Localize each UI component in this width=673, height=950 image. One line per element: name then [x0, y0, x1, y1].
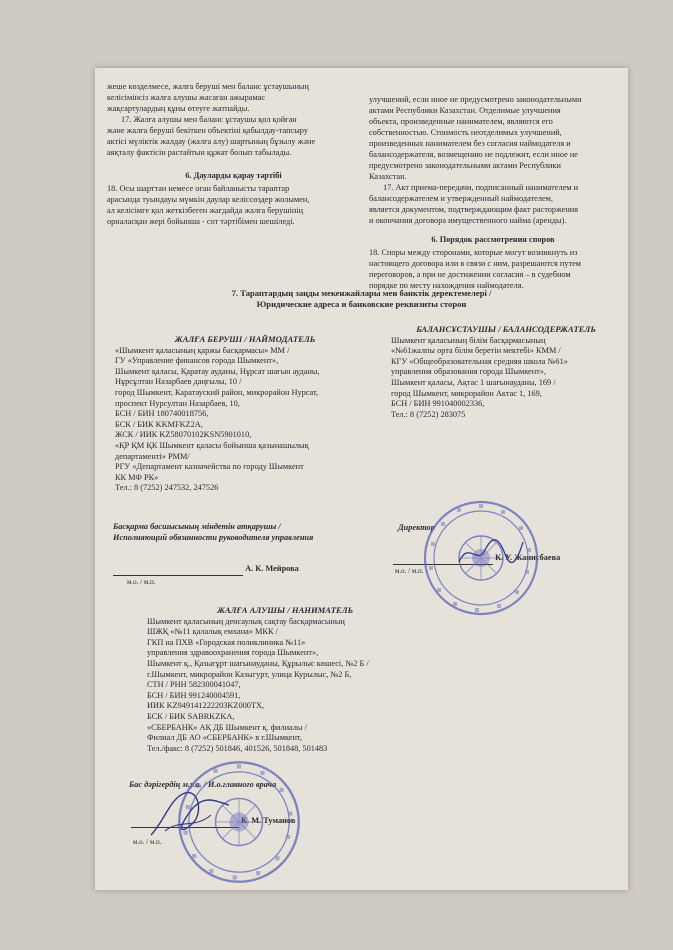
tenant-sig-title: Бас дәрігердің м.у.а. / И.о.главного врача	[129, 780, 277, 789]
tenant-signer: К. М. Туманов	[241, 816, 296, 825]
tenant-line: СТН / РНН 582300041047,	[147, 680, 241, 690]
lessor-sig-title-2: Исполняющий обязанности руководителя управления	[113, 532, 314, 542]
right-column	[369, 94, 617, 291]
tenant-signature-icon	[145, 783, 235, 843]
right-line: улучшений, если иное не предусмотрено законодательными	[369, 95, 582, 104]
left-line: аяқталу фактісін растайтын құжат болып табылады.	[107, 148, 292, 157]
tenant-line: Тел./факс: 8 (7252) 501846, 401526, 501848, 501483	[147, 743, 328, 753]
lessor-mp: м.о. / м.п.	[127, 578, 156, 586]
lessor-line: проспект Нурсултан Назарбаев, 10,	[115, 398, 240, 408]
lessor-line: Нұрсұлтан Назарбаев даңғылы, 10 /	[115, 377, 242, 387]
holder-mp: м.о. / м.п.	[395, 567, 424, 575]
right-line: является документом, подтверждающим факт расторжения	[369, 205, 579, 214]
left-line: келісімінсіз жалға алушы жасаған ажырамас	[107, 93, 266, 102]
section-7-heading	[95, 288, 628, 310]
right-line: балансодержателем и утвержденный наймодателем,	[369, 194, 554, 203]
document-page	[95, 68, 628, 890]
signature-underline	[113, 564, 243, 576]
right-line: собственностью. Стоимость неотделимых улучшений,	[369, 128, 562, 137]
lessor-line: «ҚР ҚМ ҚК Шымкент қаласы бойынша қазынашылық	[115, 440, 309, 450]
right-line: актами Республики Казахстан. Отделимые улучшения	[369, 106, 561, 115]
tenant-line: ШЖҚ «№11 қалалық емхана» МКК /	[147, 627, 278, 637]
holder-line: КГУ «Общеобразовательная средняя школа №61»	[391, 356, 568, 366]
tenant-line: Шымкент қ., Қазығұрт шағынауданы, Құрылыс көшесі, №2 Б /	[147, 658, 369, 668]
lessor-signer: А. К. Мейрова	[245, 564, 299, 573]
lessor-line: ЖСК / ИИК KZ58070102KSN5901010,	[115, 430, 252, 440]
left-para-18: арасында туындауы мүмкін даулар келіссөздер жолымен,	[107, 195, 310, 204]
tenant-mp: м.о. / м.п.	[133, 838, 162, 846]
holder-line: управления образования города Шымкент»,	[391, 367, 547, 377]
right-para-18: 18. Споры между сторонами, которые могут возникнуть из	[369, 248, 578, 257]
tenant-line: г.Шымкент, микрорайон Казыгурт, улица Курылыс, №2 Б,	[147, 669, 352, 679]
right-para-18: переговоров, а при не достижении согласия – в судебном	[369, 270, 571, 279]
lessor-line: «Шымкент қаласының қаржы басқармасы» ММ /	[115, 345, 290, 355]
right-line: 17. Акт приема-передачи, подписанный нанимателем и	[383, 183, 579, 192]
section-7-line-1: 7. Тараптардың заңды мекенжайлары мен банктік деректемелері /	[231, 288, 492, 298]
section-7-line-2: Юридические адреса и банковские реквизиты сторон	[256, 299, 467, 309]
lessor-block	[115, 334, 375, 494]
holder-line: «№61жалпы орта білім беретін мектебі» КММ /	[391, 346, 561, 356]
lessor-signature-line	[113, 564, 353, 576]
lessor-line: департаменті» РММ/	[115, 451, 190, 461]
tenant-line: ГКП на ПХВ «Городская поликлиника №11»	[147, 637, 306, 647]
tenant-line: ИИК KZ949141222203KZ000TX,	[147, 701, 265, 711]
lessor-line: КК МФ РК»	[115, 472, 159, 482]
tenant-line: Шымкент қаласының денсаулық сақтау басқармасының	[147, 616, 345, 626]
left-para-18: орналасқан жері бойынша - сот тәртібімен шешіледі.	[107, 217, 295, 226]
tenant-block	[147, 605, 467, 754]
holder-line: Шымкент қаласы, Ақтас 1 шағынауданы, 169 /	[391, 377, 556, 387]
holder-signer: К. У. Жанисбаева	[495, 553, 561, 562]
holder-block	[391, 324, 621, 420]
tenant-line: «СБЕРБАНК» АҚ ДБ Шымкент қ. филиалы /	[147, 722, 307, 732]
left-line: 17. Жалға алушы мен баланс ұстаушы қол қойған	[121, 115, 297, 124]
left-column	[107, 81, 360, 227]
holder-sig-title: Директор	[398, 523, 435, 532]
right-para-18: настоящего договора или в связи с ним, разрешаются путем	[369, 259, 582, 268]
right-line: и окончания договора имущественного найма (аренды).	[369, 216, 567, 225]
right-para-18: порядке по месту нахождения наймодателя.	[369, 281, 524, 290]
left-para-18: ал келісімге қол жеткізбеген жағдайда жалға берушінің	[107, 206, 304, 215]
right-line: предусмотрено законодательными актами Республики	[369, 161, 561, 170]
lessor-line: РГУ «Департамент казначейства по городу Шымкент	[115, 462, 304, 472]
holder-line: город Шымкент, микрорайон Актас 1, 169,	[391, 388, 542, 398]
lessor-line: ГУ «Управление финансов города Шымкент»,	[115, 356, 279, 366]
tenant-line: БСН / БИН 991240004591,	[147, 690, 241, 700]
right-line: произведенных нанимателем без согласия наймодателя и	[369, 139, 571, 148]
lessor-line: Шымкент қаласы, Қаратау ауданы, Нұрсат шағын ауданы,	[115, 366, 320, 376]
right-line: Казахстан.	[369, 172, 407, 181]
right-line: объекта, произведенные нанимателем, являются его	[369, 117, 553, 126]
holder-line: БСН / БИН 991040002336,	[391, 399, 485, 409]
tenant-heading: ЖАЛҒА АЛУШЫ / НАНИМАТЕЛЬ	[217, 605, 354, 615]
lessor-sig-title-1: Басқарма басшысының міндетін атқарушы /	[113, 522, 281, 531]
holder-signature-icon	[455, 532, 525, 572]
lessor-sig-title	[113, 522, 403, 543]
lessor-line: БСК / БИК KKMFKZ2A,	[115, 419, 203, 429]
holder-line: Тел.: 8 (7252) 283075	[391, 409, 466, 419]
right-line: балансодержателя, возмещению не подлежит, если иное не	[369, 150, 578, 159]
tenant-line: управления здравоохранения города Шымкент»,	[147, 648, 319, 658]
left-para-18: 18. Осы шарттан немесе оған байланысты тараптар	[107, 184, 290, 193]
holder-heading: БАЛАНСҰСТАУШЫ / БАЛАНСОДЕРЖАТЕЛЬ	[416, 324, 596, 334]
right-heading-6: 6. Порядок рассмотрения споров	[431, 235, 555, 244]
left-line: жақсартулардың құны өтеуге жатпайды.	[107, 104, 250, 113]
tenant-line: Филиал ДБ АО «СБЕРБАНК» в г.Шымкент,	[147, 733, 302, 743]
left-heading-6: 6. Дауларды қарау тәртібі	[185, 171, 282, 180]
lessor-line: БСН / БИН 180740018756,	[115, 409, 209, 419]
lessor-line: Тел.: 8 (7252) 247532, 247526	[115, 483, 219, 493]
left-line: және жалға беруші бекіткен объектіні қабылдау-тапсыру	[107, 126, 308, 135]
left-line: актісі мүліктік жалдау (жалға алу) шартының бұзылу және	[107, 137, 316, 146]
tenant-line: БСК / БИК SABRKZKA,	[147, 711, 235, 721]
lessor-line: город Шымкент, Каратауский район, микрорайон Нурсат,	[115, 387, 319, 397]
holder-line: Шымкент қаласының білім басқармасының	[391, 335, 546, 345]
lessor-heading: ЖАЛҒА БЕРУШІ / НАЙМОДАТЕЛЬ	[174, 334, 316, 344]
left-line: жеше көзделмесе, жалға беруші мен баланс ұстаушының	[107, 82, 309, 91]
